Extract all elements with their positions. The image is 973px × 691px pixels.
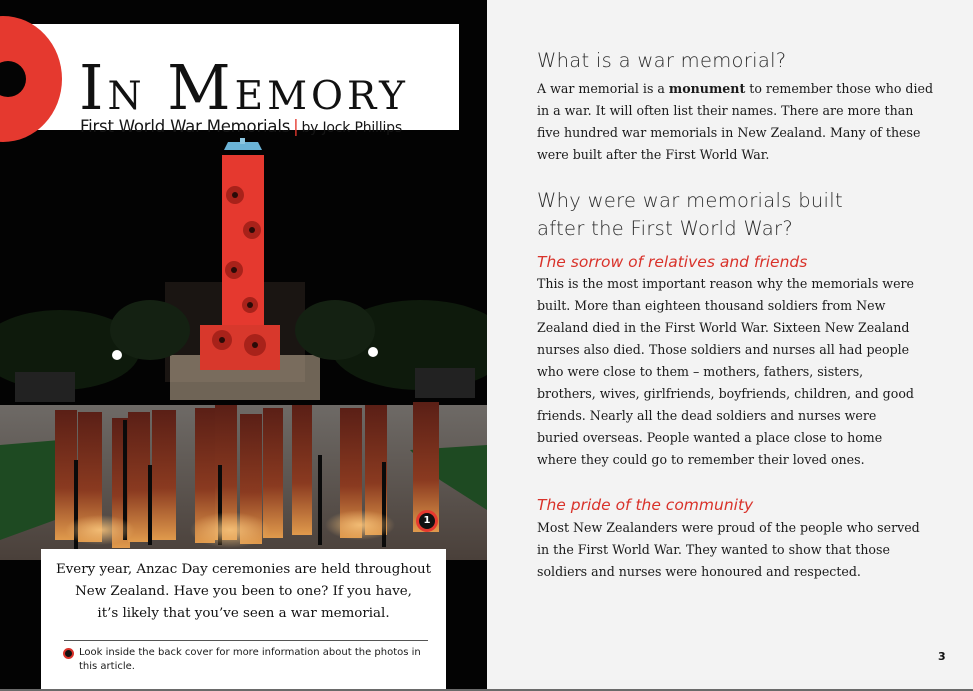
photo-marker-icon xyxy=(63,648,74,659)
subtitle-separator: | xyxy=(293,117,299,136)
photo-note: Look inside the back cover for more information about the photos in this article. xyxy=(79,647,421,672)
title-box xyxy=(0,24,459,136)
title-text: emory xyxy=(234,58,409,122)
heading-line: after the First World War? xyxy=(537,217,793,240)
heading-why-built xyxy=(537,187,843,243)
subtitle-text: First World War Memorials xyxy=(80,117,291,136)
intro-caption xyxy=(55,559,432,625)
photo-marker-1: 1 xyxy=(416,510,438,532)
subheading-sorrow: The sorrow of relatives and friends xyxy=(537,253,808,271)
right-page xyxy=(487,0,973,689)
heading-what-is-war-memorial: What is a war memorial? xyxy=(537,49,787,72)
paragraph-sorrow: This is the most important reason why the memorials were built. More than eighteen thousand soldiers from New Zealand died in the First World War. Sixteen New Zealand nurses also died. Those soldiers and nurses all had people who were close to them – mothers, fathers, sisters, brothers, wives, girlfriends, boyfriends, children, and good friends. Nearly all the dead soldiers and nurses were buried overseas. People wanted a place close to home where they could go to remember their loved ones. xyxy=(537,276,915,467)
heading-line: Why were war memorials built xyxy=(537,189,843,212)
caption-line: it’s likely that you’ve seen a war memorial. xyxy=(97,606,390,621)
intro-caption-box xyxy=(41,549,446,689)
title-letter: I xyxy=(79,51,108,124)
left-page xyxy=(0,0,487,689)
caption-line: Every year, Anzac Day ceremonies are held throughout xyxy=(55,562,432,577)
text: A war memorial is a xyxy=(537,81,669,96)
title-text: n xyxy=(107,58,168,122)
caption-line: New Zealand. Have you been to one? If you have, xyxy=(75,584,412,599)
paragraph-pride: Most New Zealanders were proud of the people who served in the First World War. They wanted to show that those soldiers and nurses were honoured and respected. xyxy=(537,520,920,579)
title-letter: M xyxy=(167,51,235,124)
bold-term-monument: monument xyxy=(668,81,746,96)
page-number: 3 xyxy=(938,650,946,663)
divider xyxy=(64,640,428,641)
paragraph-what-is xyxy=(537,78,937,166)
subheading-pride: The pride of the community xyxy=(537,496,754,514)
subtitle xyxy=(80,117,402,138)
text: to remember those who died in a war. It will often list their names. There are more than five hundred war memorials in New Zealand. Many of these were built after the First World War. xyxy=(537,81,934,162)
title-in-memory xyxy=(79,51,409,124)
author-byline: by Jock Phillips xyxy=(301,120,402,136)
